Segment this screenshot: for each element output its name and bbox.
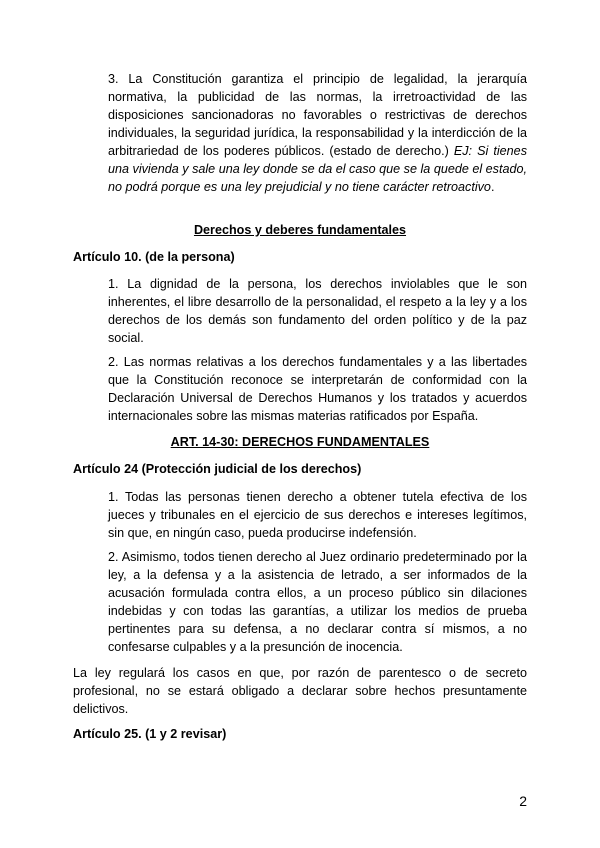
article-10-paragraph-1: 1. La dignidad de la persona, los derechos inviolables que le son inherentes, el libre desarrollo de la personalidad, el respeto a la ley y a los derechos de los demás son fundamento del orden político y de la paz social. bbox=[108, 277, 527, 345]
article-10-title: Artículo 10. (de la persona) bbox=[73, 250, 235, 264]
page-number: 2 bbox=[519, 793, 527, 809]
paragraph-constitution-3 bbox=[108, 70, 527, 196]
article-24-paragraph-2: 2. Asimismo, todos tienen derecho al Juez ordinario predeterminado por la ley, a la defensa y a la asistencia de letrado, a ser informados de la acusación formulada contra ellos, a un proceso público sin dilaciones indebidas y con todas las garantías, a utilizar los medios de prueba pertinentes para su defensa, a no declarar contra sí mismos, a no confesarse culpables y a la presunción de inocencia. bbox=[108, 550, 527, 654]
paragraph-period: . bbox=[490, 180, 495, 194]
article-25-title: Artículo 25. (1 y 2 revisar) bbox=[73, 727, 227, 741]
article-24-closing-paragraph: La ley regulará los casos en que, por razón de parentesco o de secreto profesional, no se estará obligado a declarar sobre hechos presuntamente delictivos. bbox=[73, 666, 527, 716]
article-24-paragraph-1: 1. Todas las personas tienen derecho a obtener tutela efectiva de los jueces y tribunales en el ejercicio de sus derechos e intereses legítimos, sin que, en ningún caso, pueda producirse indefensión. bbox=[108, 490, 527, 540]
section-heading-derechos-fundamentales: ART. 14-30: DERECHOS FUNDAMENTALES bbox=[170, 435, 430, 449]
example-note: EJ: Si tienes una vivienda y sale una ley donde se da el caso que se la quede el estado, no podrá porque es una ley prejudicial y no tiene carácter retroactivo bbox=[108, 144, 527, 194]
article-24-title: Artículo 24 (Protección judicial de los derechos) bbox=[73, 462, 362, 476]
article-10-paragraph-2: 2. Las normas relativas a los derechos fundamentales y a las libertades que la Constitución reconoce se interpretarán de conformidad con la Declaración Universal de Derechos Humanos y los tratados y acuerdos internacionales sobre las mismas materias ratificados por España. bbox=[108, 355, 527, 423]
paragraph-text: 3. La Constitución garantiza el principio de legalidad, la jerarquía normativa, la publicidad de las normas, la irretroactividad de las disposiciones sancionadoras no favorables o restrictivas de derechos individuales, la seguridad jurídica, la responsabilidad y la interdicción de la arbitrariedad de los poderes públicos. (estado de derecho.) bbox=[108, 72, 527, 158]
section-heading-derechos-deberes: Derechos y deberes fundamentales bbox=[193, 223, 407, 237]
